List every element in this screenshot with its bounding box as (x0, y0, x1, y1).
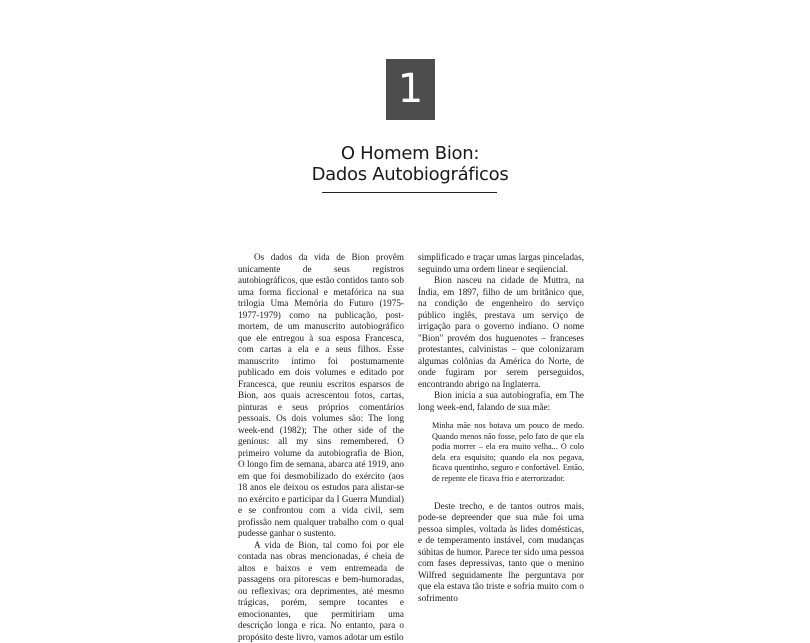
paragraph-life: A vida de Bion, tal como foi por ele contada nas obras mencionadas, é cheia de altos e baixos e vem entremeada de passagens ora pitorescas e bem-humoradas, ou reflexivas; ora deprimentes, até mesmo trágicas, porém, sempre tocantes e emocionantes, que permitiriam uma descrição longa e rica. No entanto, para o propósito deste livro, vamos adotar um estilo (238, 540, 404, 643)
paragraph-autobiography: Bion inicia a sua autobiografia, em The long week-end, falando de sua mãe: (418, 390, 584, 413)
paragraph-mother: Deste trecho, e de tantos outros mais, pode-se depreender que sua mãe foi uma pessoa simples, voltada às lides domésticas, e de temperamento instável, com mudanças súbitas de humor. Parece ter sido uma pessoa com fases depressivas, tanto que o menino Wilfred seguidamente lhe perguntava por que ela estava tão triste e sofria muito com o sofrimento (418, 501, 584, 605)
chapter-title-line-1: O Homem Bion: (300, 143, 520, 164)
title-divider (322, 192, 497, 193)
left-column (238, 252, 404, 643)
chapter-number: 1 (386, 59, 435, 120)
chapter-title-line-2: Dados Autobiográficos (300, 164, 520, 185)
chapter-title (300, 143, 520, 185)
paragraph-continuation: simplificado e traçar umas largas pinceladas, seguindo uma ordem linear e seqüencial. (418, 252, 584, 275)
block-quote: Minha mãe nos botava um pouco de medo. Quando menos não fosse, pelo fato de que ela podia morrer – ela era muito velha... O colo dela era esquisito; quando ela nos pegava, ficava quentinho, seguro e confortável. Então, de repente ele ficava frio e aterrorizador. (432, 421, 584, 485)
paragraph-birth: Bion nasceu na cidade de Muttra, na Índia, em 1897, filho de um britânico que, na condição de engenheiro do serviço público inglês, prestava um serviço de irrigação para o governo indiano. O nome "Bion" provém dos huguenotes – franceses protestantes, calvinistas – que colonizaram algumas colônias da América do Norte, de onde fugiram por serem perseguidos, encontrando abrigo na Inglaterra. (418, 275, 584, 390)
paragraph-intro: Os dados da vida de Bion provêm unicamente de seus registros autobiográficos, que estão contidos tanto sob uma forma ficcional e metafórica na sua trilogia Uma Memória do Futuro (1975-1977-1979) como na publicação, post-mortem, de um manuscrito autobiográfico que ele entregou à sua esposa Francesca, com cartas a ela e a seus filhos. Esse manuscrito íntimo foi postumamente publicado em dois volumes e editado por Francesca, que reuniu escritos esparsos de Bion, aos quais acrescentou fotos, cartas, pinturas e seus próprios comentários pessoais. Os dois volumes são: The long week-end (1982); The other side of the genious: all my sins remembered. O primeiro volume da autobiografia de Bion, O longo fim de semana, abarca até 1919, ano em que foi desmobilizado do exército (aos 18 anos ele deixou os estudos para alistar-se no exército e participar da I Guerra Mundial) e se confrontou com a vida civil, sem profissão nem qualquer trabalho com o qual pudesse ganhar o sustento. (238, 252, 404, 540)
right-column (418, 252, 584, 604)
